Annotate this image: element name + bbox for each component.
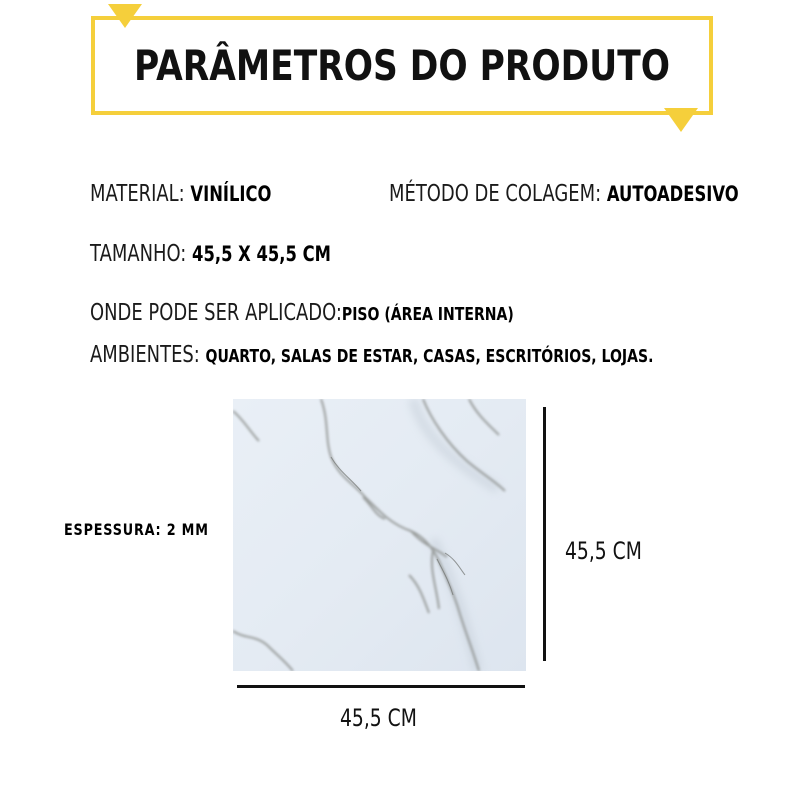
spec-tamanho [90, 241, 331, 267]
triangle-decoration-icon [664, 108, 698, 132]
page-title: PARÂMETROS DO PRODUTO [134, 41, 671, 90]
width-dimension-label: 45,5 CM [340, 704, 417, 732]
spec-label: TAMANHO: [90, 241, 193, 267]
thickness-label: ESPESSURA: 2 MM [64, 520, 209, 539]
height-dimension-label: 45,5 CM [565, 537, 642, 565]
spec-label: AMBIENTES: [90, 342, 206, 368]
spec-label: MATERIAL: [90, 181, 191, 207]
spec-value: AUTOADESIVO [606, 182, 739, 206]
spec-value: QUARTO, SALAS DE ESTAR, CASAS, ESCRITÓRIOS, LOJAS. [205, 346, 654, 367]
spec-ambientes [90, 342, 653, 370]
spec-onde [90, 300, 514, 328]
spec-metodo [389, 181, 739, 207]
height-dimension-line [543, 407, 546, 661]
spec-label: ONDE PODE SER APLICADO: [90, 300, 342, 326]
spec-label: MÉTODO DE COLAGEM: [389, 181, 607, 207]
triangle-decoration-icon [108, 4, 142, 28]
spec-value: 45,5 X 45,5 CM [192, 242, 331, 266]
spec-material [90, 181, 271, 207]
spec-value: PISO (ÁREA INTERNA) [341, 304, 514, 325]
marble-veins [233, 399, 526, 671]
spec-value: VINÍLICO [190, 182, 272, 206]
marble-tile-image [233, 399, 526, 671]
width-dimension-line [237, 685, 525, 688]
